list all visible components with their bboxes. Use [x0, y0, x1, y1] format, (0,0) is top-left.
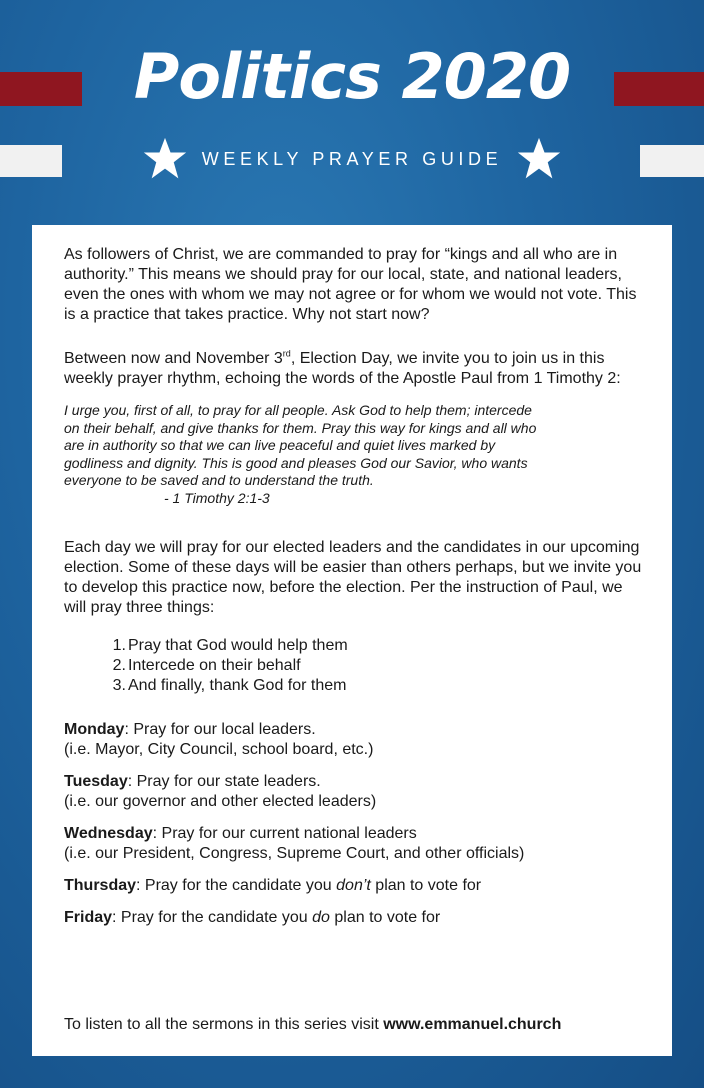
invite-paragraph	[64, 349, 642, 389]
invite-superscript: rd	[282, 348, 291, 359]
day-label: Thursday	[64, 876, 137, 894]
intro-paragraph: As followers of Christ, we are commanded to pray for “kings and all who are in authority.” This means we should pray for our local, state, and national leaders, even the ones with whom we may not agree or for whom we would not vote. This is a practice that takes practice. Why not start now?	[64, 246, 637, 323]
day-label: Friday	[64, 908, 113, 926]
day-wednesday	[64, 824, 642, 864]
day-label: Monday	[64, 720, 125, 738]
day-tuesday	[64, 772, 642, 812]
page-title: Politics 2020	[133, 40, 571, 113]
list-item	[64, 636, 642, 656]
footer-text: To listen to all the sermons in this series visit	[64, 1016, 384, 1033]
day-text: : Pray for the candidate you	[112, 908, 313, 926]
day-text-end: plan to vote for	[329, 908, 441, 926]
day-note: (i.e. our governor and other elected leaders)	[64, 792, 377, 810]
day-monday	[64, 720, 642, 760]
list-item	[64, 656, 642, 676]
day-label: Wednesday	[64, 824, 153, 842]
day-text: : Pray for the candidate you	[136, 876, 337, 894]
quote-text: I urge you, first of all, to pray for all people. Ask God to help them; intercede on their behalf, and give thanks for them. Pray this way for kings and all who are in authority so that we can live peaceful and quiet lives marked by godliness and dignity. This is good and pleases God our Savior, who wants everyone to be saved and to understand the truth.	[64, 402, 537, 489]
page-subtitle: WEEKLY PRAYER GUIDE	[201, 148, 503, 169]
list-number: 2.	[112, 656, 126, 674]
website-link[interactable]: www.emmanuel.church	[383, 1016, 562, 1033]
list-text: And finally, thank God for them	[128, 676, 347, 694]
content-panel	[32, 225, 672, 1056]
day-text: : Pray for our local leaders.	[124, 720, 316, 738]
day-text-end: plan to vote for	[370, 876, 482, 894]
scripture-quote	[64, 402, 544, 508]
star-icon	[516, 136, 562, 182]
day-friday	[64, 908, 642, 928]
day-note: (i.e. Mayor, City Council, school board, etc.)	[64, 740, 374, 758]
day-note: (i.e. our President, Congress, Supreme Court, and other officials)	[64, 844, 525, 862]
day-text: : Pray for our current national leaders	[152, 824, 417, 842]
invite-text-before: Between now and November 3	[64, 350, 283, 367]
list-item	[64, 676, 642, 696]
footer-line	[64, 1015, 561, 1035]
day-emphasis: do	[312, 908, 330, 926]
day-label: Tuesday	[64, 772, 128, 790]
list-number: 3.	[112, 676, 126, 694]
day-text: : Pray for our state leaders.	[127, 772, 321, 790]
prayer-list	[64, 636, 642, 696]
day-emphasis: don’t	[336, 876, 371, 894]
subtitle-row	[0, 136, 704, 182]
daily-paragraph: Each day we will pray for our elected leaders and the candidates in our upcoming election. Some of these days will be easier than others perhaps, but we invite you to develop this practice now, before the election. Per the instruction of Paul, we will pray three things:	[64, 538, 642, 616]
day-thursday	[64, 876, 642, 896]
invite-text-after: , Election Day, we invite you to join us in this weekly prayer rhythm, echoing the words of the Apostle Paul from 1 Timothy 2:	[64, 350, 621, 387]
quote-reference: - 1 Timothy 2:1-3	[164, 489, 270, 506]
list-text: Intercede on their behalf	[128, 656, 301, 674]
list-number: 1.	[112, 636, 126, 654]
star-icon	[142, 136, 188, 182]
list-text: Pray that God would help them	[128, 636, 348, 654]
